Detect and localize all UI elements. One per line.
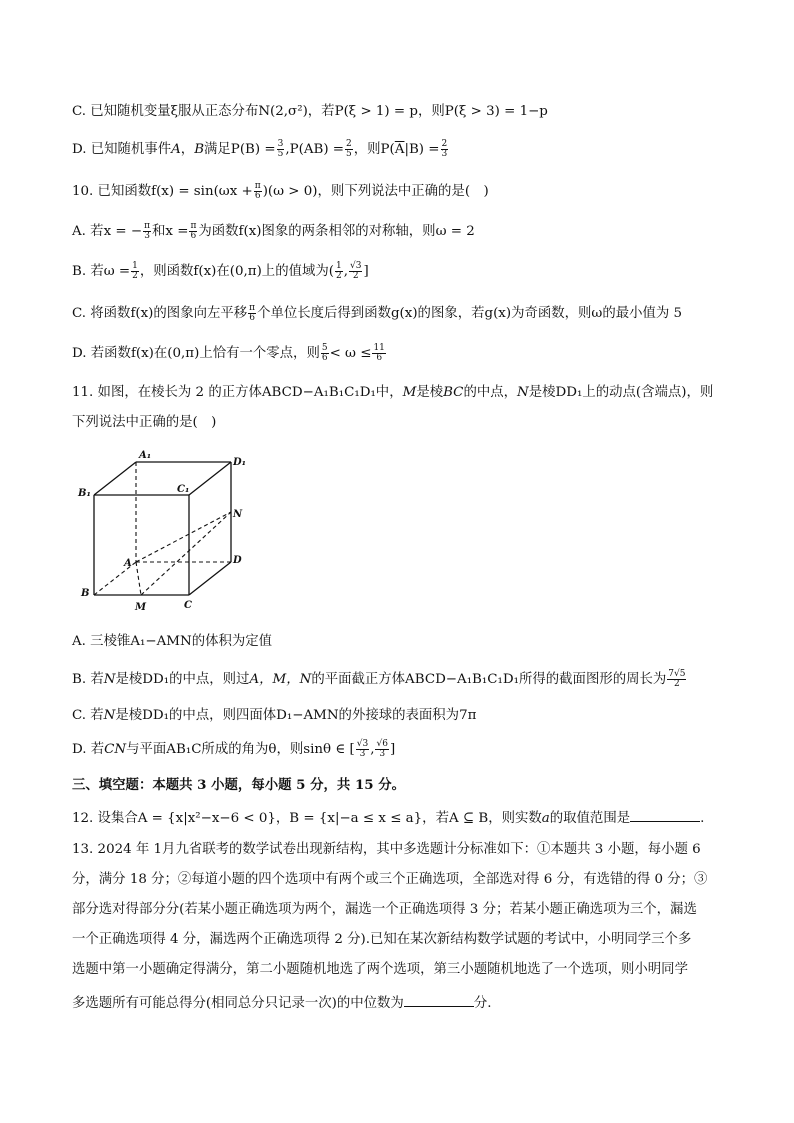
label-b: B xyxy=(81,588,90,599)
question-13-line: 一个正确选项得 4 分，漏选两个正确选项得 2 分).已知在某次新结构数学试题的考试中，小明同学三个多 xyxy=(72,932,692,947)
question-12: 12. 设集合A = {x|x²−x−6 < 0}，B = {x|−a ≤ x ≤ a}，若A ⊆ B，则实数a的取值范围是 . xyxy=(72,808,704,829)
question-13-line: 选题中第一小题确定得满分，第二小题随机地选了两个选项，第三小题随机地选了一个选项，则小明同学 xyxy=(72,962,688,977)
option-11b: B. 若N是棱DD₁的中点，则过A，M，N的平面截正方体ABCD−A₁B₁C₁D₁所得的截面图形的周长为 $\frac{7√5}{2}$ xyxy=(72,669,686,689)
answer-blank-13[interactable] xyxy=(404,993,474,1007)
section-3-heading: 三、填空题：本题共 3 小题，每小题 5 分，共 15 分。 xyxy=(72,777,406,793)
option-10a: A. 若x = − $\frac{\pi}{3}$ 和x = $\frac{\pi}{6}$ 为函数f(x)图象的两条相邻的对称轴，则ω = 2 xyxy=(72,221,475,241)
segment-a-m xyxy=(136,562,141,595)
segment-m-n xyxy=(141,512,231,595)
edge-c-d xyxy=(189,562,231,595)
label-c1: C₁ xyxy=(177,484,190,495)
label-a: A xyxy=(124,558,132,569)
label-d: D xyxy=(233,555,242,566)
label-n: N xyxy=(233,509,243,520)
label-b1: B₁ xyxy=(78,488,91,499)
question-13-line: 13. 2024 年 1月九省联考的数学试卷出现新结构，其中多选题计分标准如下：①本题共 3 小题，每小题 6 xyxy=(72,842,701,857)
question-13-line: 部分选对得部分分(若某小题正确选项为两个，漏选一个正确选项得 3 分；若某小题正确选项为三个，漏选 xyxy=(72,902,697,917)
option-10d: D. 若函数f(x)在(0,π)上恰有一个零点，则 $\frac{5}{6}$ < ω ≤ $\frac{11}{6}$ xyxy=(72,343,385,363)
option-10c: C. 将函数f(x)的图象向左平移 $\frac{\pi}{6}$ 个单位长度后得到函数g(x)的图象，若g(x)为奇函数，则ω的最小值为 5 xyxy=(72,303,683,323)
question-11-stem-line2: 下列说法中正确的是( ) xyxy=(72,415,217,430)
question-10-stem: 10. 已知函数f(x) = sin(ωx + $\frac{\pi}{6}$ )(ω > 0)，则下列说法中正确的是( ) xyxy=(72,181,489,201)
option-10b: B. 若ω = $\frac{1}{2}$ ，则函数f(x)在(0,π)上的值域为( $\frac{1}{2}$ , $\frac{√3}{2}$ ] xyxy=(72,261,369,281)
edge-c1-d1 xyxy=(189,462,231,495)
question-13-last-line: 多选题所有可能总得分(相同总分只记录一次)的中位数为 分. xyxy=(72,993,491,1014)
edge-b1-a1 xyxy=(94,462,136,495)
option-11d: D. 若CN与平面AB₁C所成的角为θ，则sinθ ∈ [ $\frac{√3}{3}$ , $\frac{√6}{3}$ ] xyxy=(72,739,396,759)
option-9c: C. 已知随机变量ξ服从正态分布N(2,σ²)，若P(ξ > 1) = p，则P(ξ > 3) = 1−p xyxy=(72,104,548,119)
cube-figure xyxy=(76,445,256,615)
label-a1: A₁ xyxy=(139,450,152,461)
question-13-line: 分，满分 18 分；②每道小题的四个选项中有两个或三个正确选项，全部选对得 6 分，有选错的得 0 分；③ xyxy=(72,872,708,887)
option-9d: D. 已知随机事件A，B满足P(B) = $\frac{3}{5}$ ,P(AB) = $\frac{2}{5}$ ，则$P(\overline{A}|B)$ = $\frac{2}{3}$ xyxy=(72,139,448,159)
label-d1: D₁ xyxy=(233,457,247,468)
option-11a: A. 三棱锥A₁−AMN的体积为定值 xyxy=(72,634,273,649)
label-c: C xyxy=(184,600,192,611)
label-m: M xyxy=(135,602,147,613)
option-11c: C. 若N是棱DD₁的中点，则四面体D₁−AMN的外接球的表面积为7π xyxy=(72,708,477,723)
answer-blank-12[interactable] xyxy=(630,808,700,822)
question-11-stem-line1: 11. 如图，在棱长为 2 的正方体ABCD−A₁B₁C₁D₁中，M是棱BC的中点，N是棱DD₁上的动点(含端点)，则 xyxy=(72,385,714,400)
segment-a-n xyxy=(136,512,231,562)
